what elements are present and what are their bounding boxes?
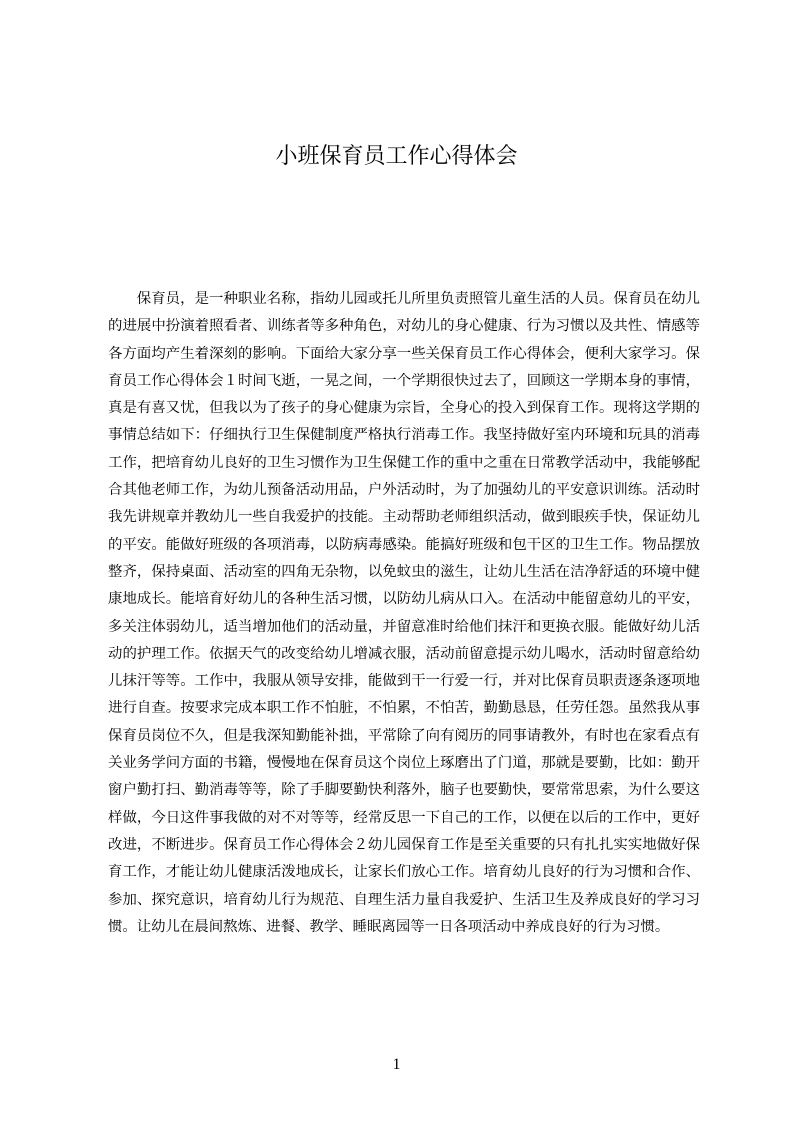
document-title: 小班保育员工作心得体会	[275, 144, 518, 169]
body-paragraph: 保育员，是一种职业名称，指幼儿园或托儿所里负责照管儿童生活的人员。保育员在幼儿的进展中扮演着照看者、训练者等多种角色，对幼儿的身心健康、行为习惯以及共性、情感等各方面均产生着深刻的影响。下面给大家分享一些关保育员工作心得体会，便利大家学习。保育员工作心得体会１时间飞逝，一晃之间，一个学期很快过去了，回顾这一学期本身的事情，真是有喜又忧，但我以为了孩子的身心健康为宗旨，全身心的投入到保育工作。现将这学期的事情总结如下：仔细执行卫生保健制度严格执行消毒工作。我坚持做好室内环境和玩具的消毒工作，把培育幼儿良好的卫生习惯作为卫生保健工作的重中之重在日常教学活动中，我能够配合其他老师工作，为幼儿预备活动用品，户外活动时，为了加强幼儿的平安意识训练。活动时我先讲规章并教幼儿一些自我爱护的技能。主动帮助老师组织活动，做到眼疾手快，保证幼儿的平安。能做好班级的各项消毒，以防病毒感染。能搞好班级和包干区的卫生工作。物品摆放整齐，保持桌面、活动室的四角无杂物，以免蚊虫的滋生，让幼儿生活在洁净舒适的环境中健康地成长。能培育好幼儿的各种生活习惯，以防幼儿病从口入。在活动中能留意幼儿的平安，多关注体弱幼儿，适当增加他们的活动量，并留意准时给他们抹汗和更换衣服。能做好幼儿活动的护理工作。依据天气的改变给幼儿增减衣服，活动前留意提示幼儿喝水，活动时留意给幼儿抹汗等等。工作中，我服从领导安排，能做到干一行爱一行，并对比保育员职责逐条逐项地进行自查。按要求完成本职工作不怕脏，不怕累，不怕苦，勤勤恳恳，任劳任怨。虽然我从事保育员岗位不久，但是我深知勤能补拙，平常除了向有阅历的同事请教外，有时也在家看点有关业务学问方面的书籍，慢慢地在保育员这个岗位上琢磨出了门道，那就是要勤，比如：勤开窗户勤打扫、勤消毒等等，除了手脚要勤快利落外，脑子也要勤快，要常常思索，为什么要这样做，今日这件事我做的对不对等等，经常反思一下自己的工作，以便在以后的工作中，更好改进，不断进步。保育员工作心得体会２幼儿园保育工作是至关重要的只有扎扎实实地做好保育工作，才能让幼儿健康活泼地成长，让家长们放心工作。培育幼儿良好的行为习惯和合作、参加、探究意识，培育幼儿行为规范、自理生活力量自我爱护、生活卫生及养成良好的学习习惯。让幼儿在晨间熬炼、进餐、教学、睡眠离园等一日各项活动中养成良好的行为习惯。	[108, 291, 700, 935]
page-number: 1	[392, 1056, 401, 1073]
